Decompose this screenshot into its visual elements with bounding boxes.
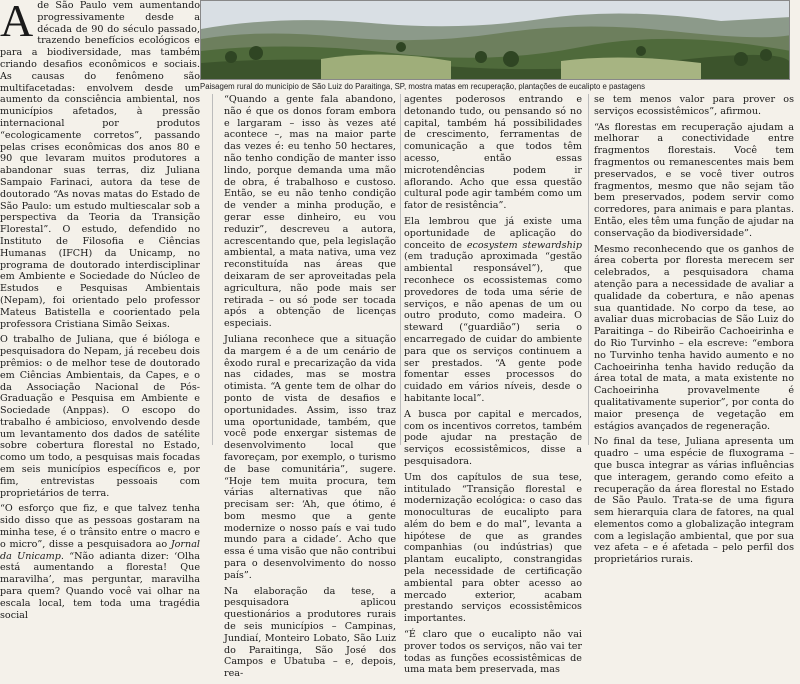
rural-landscape-image: [201, 1, 790, 80]
paragraph: A busca por capital e mercados, com os incentivos corretos, também pode ajudar na prestação de serviços ecossistêmicos, disse a pesquisadora.: [404, 408, 582, 467]
term-italic: ecosystem stewardship: [466, 239, 582, 251]
article-column-3: [404, 94, 582, 680]
paragraph: “Quando a gente fala abandono, não é que os donos foram embora e largaram – isso às vezes até acontece –, mas na maior parte das vezes é: eu tenho 50 hectares, não tenho condição de manter isso lindo, porque demanda uma mão de obra, é trabalhoso e custoso. Então, se eu não tenho condição de vender a minha produção, e gerar esse dinheiro, eu vou reduzir”, descreveu a autora, acrescentando que, pela legislação ambiental, a mata nativa, uma vez reconstituída nas áreas que deixaram de ser aproveitadas pela agricultura, não pode mais ser retirada – ou só pode ser tocada após a obtenção de licenças especiais.: [224, 94, 396, 330]
column-divider: [588, 94, 589, 445]
paragraph: Ela lembrou que já existe uma oportunidade de aplicação do conceito de ecosystem stewardship (em tradução aproximada “gestão ambiental responsável”), que reconhece os ecossistemas como provedores de toda uma série de serviços, e não apenas de um ou outro produto, como madeira. O steward (“guardião”) seria o encarregado de cuidar do ambiente para que os serviços continuem a ser prestados. “A gente pode fomentar esses processos do cuidado em vários níveis, desde o habitante local”.: [404, 215, 582, 404]
paragraph: agentes poderosos entrando e detonando tudo, ou pensando só no capital, também há possibilidades de crescimento, ferramentas de comunicação a que todos têm acesso, então essas microtendências podem ir aflorando. Acho que essa questão cultural pode agir também como um fator de resistência”.: [404, 94, 582, 212]
column-divider: [400, 94, 401, 445]
paragraph: Na elaboração da tese, a pesquisadora aplicou questionários a produtores rurais de seis municípios – Campinas, Jundiaí, Monteiro Lobato, São Luiz do Paraitinga, São José dos Campos e Ubatuba – e, depois, rea-: [224, 585, 396, 680]
paragraph: No final da tese, Juliana apresenta um quadro – uma espécie de fluxograma – que busca integrar as várias influências que interagem, gerando como efeito a recuperação da área florestal no Estado de São Paulo. Trata-se de uma figura sem hierarquia clara de fatores, na qual elementos como a globalização integram com a legislação ambiental, que por sua vez afeta – e é afetada – pelo perfil dos proprietários rurais.: [594, 436, 794, 566]
photo-caption: Paisagem rural do município de São Luiz do Paraitinga, SP, mostra matas em recuperação, plantações de eucalipto e pastagens: [200, 82, 645, 91]
paragraph: “O esforço que fiz, e que talvez tenha sido disso que as pessoas gostaram na minha tese, é o trânsito entre o macro e o micro”, disse a pesquisadora ao Jornal da Unicamp. “Não adianta dizer: ‘Olha está aumentando a floresta! Que maravilha’, mas perguntar, maravilha para quem? Quando você vai olhar na escala local, tem toda uma tragédia social: [0, 503, 200, 621]
landscape-photo: [200, 0, 790, 80]
article-column-4: [594, 94, 794, 570]
article-column-2: [224, 94, 396, 684]
paragraph: “As florestas em recuperação ajudam a melhorar a conectividade entre fragmentos florestais. Você tem fragmentos ou remanescentes mais bem preservados, e se você tiver outros fragmentos, mesmo que não sejam tão bem preservados, podem servir como corredores, para animais e para plantas. Então, eles têm uma função de ajudar na conservação da biodiversidade”.: [594, 121, 794, 239]
lead-paragraph: Ade São Paulo vem aumentando progressivamente desde a década de 90 do século passado, trazendo benefícios ecológicos e para a biodiversidade, mas também criando desafios econômicos e sociais. As causas do fenômeno são multifacetadas: envolvem desde um aumento da consciência ambiental, nos municípios afetados, à pressão internacional por produtos “ecologicamente corretos”, passando pelas crises econômicas dos anos 80 e 90 que levaram muitos produtores a abandonar suas terras, diz Juliana Sampaio Farinaci, autora da tese de doutorado “As novas matas do Estado de São Paulo: um estudo multiescalar sob a perspectiva da Teoria da Transição Florestal”. O estudo, defendido no Instituto de Filosofia e Ciências Humanas (IFCH) da Unicamp, no programa de doutorado interdisciplinar em Ambiente e Sociedade do Núcleo de Estudos e Pesquisas Ambientais (Nepam), foi orientado pelo professor Mateus Batistella e coorientado pela professora Cristiana Simão Seixas.: [0, 0, 200, 330]
paragraph: se tem menos valor para prover os serviços ecossistêmicos”, afirmou.: [594, 94, 794, 117]
journal-name: Jornal da Unicamp: [0, 538, 200, 562]
column-divider: [212, 94, 213, 445]
paragraph: O trabalho de Juliana, que é bióloga e pesquisadora do Nepam, já recebeu dois prêmios: o de melhor tese de doutorado em Ciências Ambientais, da Capes, e o da Associação Nacional de Pós-Graduação e Pesquisa em Ambiente e Sociedade (Anppas). O escopo do trabalho é ambicioso, envolvendo desde um levantamento dos dados de satélite sobre cobertura florestal no Estado, como um todo, a pesquisas mais focadas em seis municípios específicos e, por fim, entrevistas pessoais com proprietários de terra.: [0, 334, 200, 499]
paragraph: “É claro que o eucalipto não vai prover todos os serviços, não vai ter todas as funções ecossistêmicas de uma mata bem preservada, mas: [404, 629, 582, 676]
paragraph: Mesmo reconhecendo que os ganhos de área coberta por floresta merecem ser celebrados, a pesquisadora chama atenção para a necessidade de avaliar a qualidade da cobertura, e não apenas sua quantidade. No corpo da tese, ao avaliar duas microbacias de São Luiz do Paraitinga – do Ribeirão Cachoeirinha e do Rio Turvinho – ela escreve: “embora no Turvinho tenha havido aumento e no Cachoeirinha tenha havido redução da área total de mata, a mata existente no Cachoeirinha provavelmente é qualitativamente superior”, por conta do maior presença de vegetação em estágios avançados de regeneração.: [594, 243, 794, 432]
paragraph: Juliana reconhece que a situação da margem é a de um cenário de êxodo rural e precarização da vida nas cidades, mas se mostra otimista. “A gente tem de olhar do ponto de vista de desafios e oportunidades. Assim, isso traz uma oportunidade, também, que você pode enxergar sistemas de desenvolvimento local que favoreçam, por exemplo, o turismo de base comunitária”, sugere. “Hoje tem muita procura, tem várias alternativas que não precisam ser: ‘Ah, que ótimo, é bom mesmo que a gente modernize o nosso país e vai tudo mundo para a cidade’. Acho que essa é uma visão que não contribui para o desenvolvimento do nosso país”.: [224, 333, 396, 581]
article-column-1: [0, 0, 200, 625]
paragraph: Um dos capítulos de sua tese, intitulado “Transição florestal e modernização ecológica: o caso das monoculturas de eucalipto para além do bem e do mal”, levanta a hipótese de que as grandes companhias (ou indústrias) que plantam eucalipto, constrangidas pela necessidade de certificação ambiental para obter acesso ao mercado exterior, acabam prestando serviços ecossistêmicos importantes.: [404, 471, 582, 625]
drop-cap: A: [0, 0, 34, 46]
